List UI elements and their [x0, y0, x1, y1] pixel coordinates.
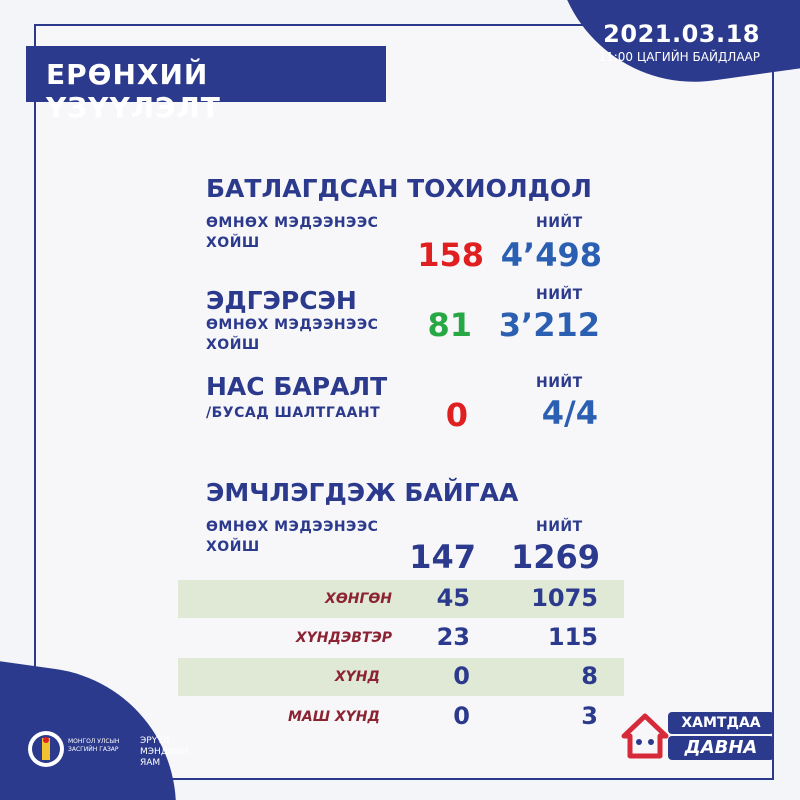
confirmed-total-value: 4’498 [500, 236, 602, 274]
recovered-heading: ЭДГЭРСЭН [206, 286, 357, 315]
house-icon [620, 710, 670, 764]
confirmed-since-label-2: ХОЙШ [206, 235, 260, 251]
confirmed-since-value: 158 [417, 236, 484, 274]
title-banner [26, 46, 386, 124]
ministry-name [140, 736, 194, 769]
treatment-since-label-2: ХОЙШ [206, 539, 260, 555]
org-name-line1: МОНГОЛ УЛСЫН [68, 738, 120, 745]
severity-since-severe: 0 [453, 662, 470, 690]
ministry-name-line1: ЭРҮҮЛ [140, 736, 170, 746]
recovered-since-label-2: ХОЙШ [206, 337, 260, 353]
campaign-badge [620, 710, 776, 764]
recovered-since-label-1: ӨМНӨХ МЭДЭЭНЭЭС [206, 317, 379, 333]
ministry-logo [24, 726, 194, 774]
deaths-heading: НАС БАРАЛТ [206, 372, 388, 401]
confirmed-since-label-1: ӨМНӨХ МЭДЭЭНЭЭС [206, 215, 379, 231]
confirmed-total-label: НИЙТ [536, 215, 583, 231]
date-block [598, 20, 760, 64]
campaign-badge-line1: ХАМТДАА [668, 712, 774, 734]
recovered-total-label: НИЙТ [536, 287, 583, 303]
campaign-badge-line2: ДАВНА [668, 736, 774, 760]
org-name-line2: ЗАСГИЙН ГАЗАР [68, 746, 119, 753]
treatment-heading: ЭМЧЛЭГДЭЖ БАЙГАА [206, 478, 519, 507]
recovered-total-value: 3’212 [498, 306, 600, 344]
confirmed-heading: БАТЛАГДСАН ТОХИОЛДОЛ [206, 174, 592, 203]
treatment-since-value: 147 [409, 538, 476, 576]
treatment-total-value: 1269 [510, 538, 600, 576]
recovered-since-value: 81 [427, 306, 472, 344]
deaths-total-value: 4/4 [541, 394, 598, 432]
deaths-total-label: НИЙТ [536, 375, 583, 391]
deaths-since-value: 0 [445, 396, 468, 434]
org-name [68, 738, 119, 754]
treatment-since-label-1: ӨМНӨХ МЭДЭЭНЭЭС [206, 519, 379, 535]
state-emblem-icon [24, 726, 68, 772]
severity-since-critical: 0 [453, 702, 470, 730]
severity-since-mild: 45 [436, 584, 470, 612]
severity-label-moderate: ХҮНДЭВТЭР [295, 630, 392, 646]
report-date: 2021.03.18 [603, 20, 760, 48]
severity-since-moderate: 23 [436, 623, 470, 651]
severity-total-mild: 1075 [531, 584, 598, 612]
severity-total-critical: 3 [581, 702, 598, 730]
deaths-sub-label: /БУСАД ШАЛТГААНТ [206, 405, 381, 421]
severity-label-severe: ХҮНД [334, 669, 380, 685]
severity-total-moderate: 115 [547, 623, 598, 651]
page-title: ЕРӨНХИЙ ҮЗҮҮЛЭЛТ [46, 58, 221, 124]
severity-label-critical: МАШ ХҮНД [287, 709, 380, 725]
report-time-note: 11:00 ЦАГИЙН БАЙДЛААР [598, 50, 760, 64]
ministry-name-line2: МЭНДИЙН ЯАМ [140, 747, 189, 768]
treatment-total-label: НИЙТ [536, 519, 583, 535]
severity-total-severe: 8 [581, 662, 598, 690]
severity-label-mild: ХӨНГӨН [325, 591, 392, 607]
